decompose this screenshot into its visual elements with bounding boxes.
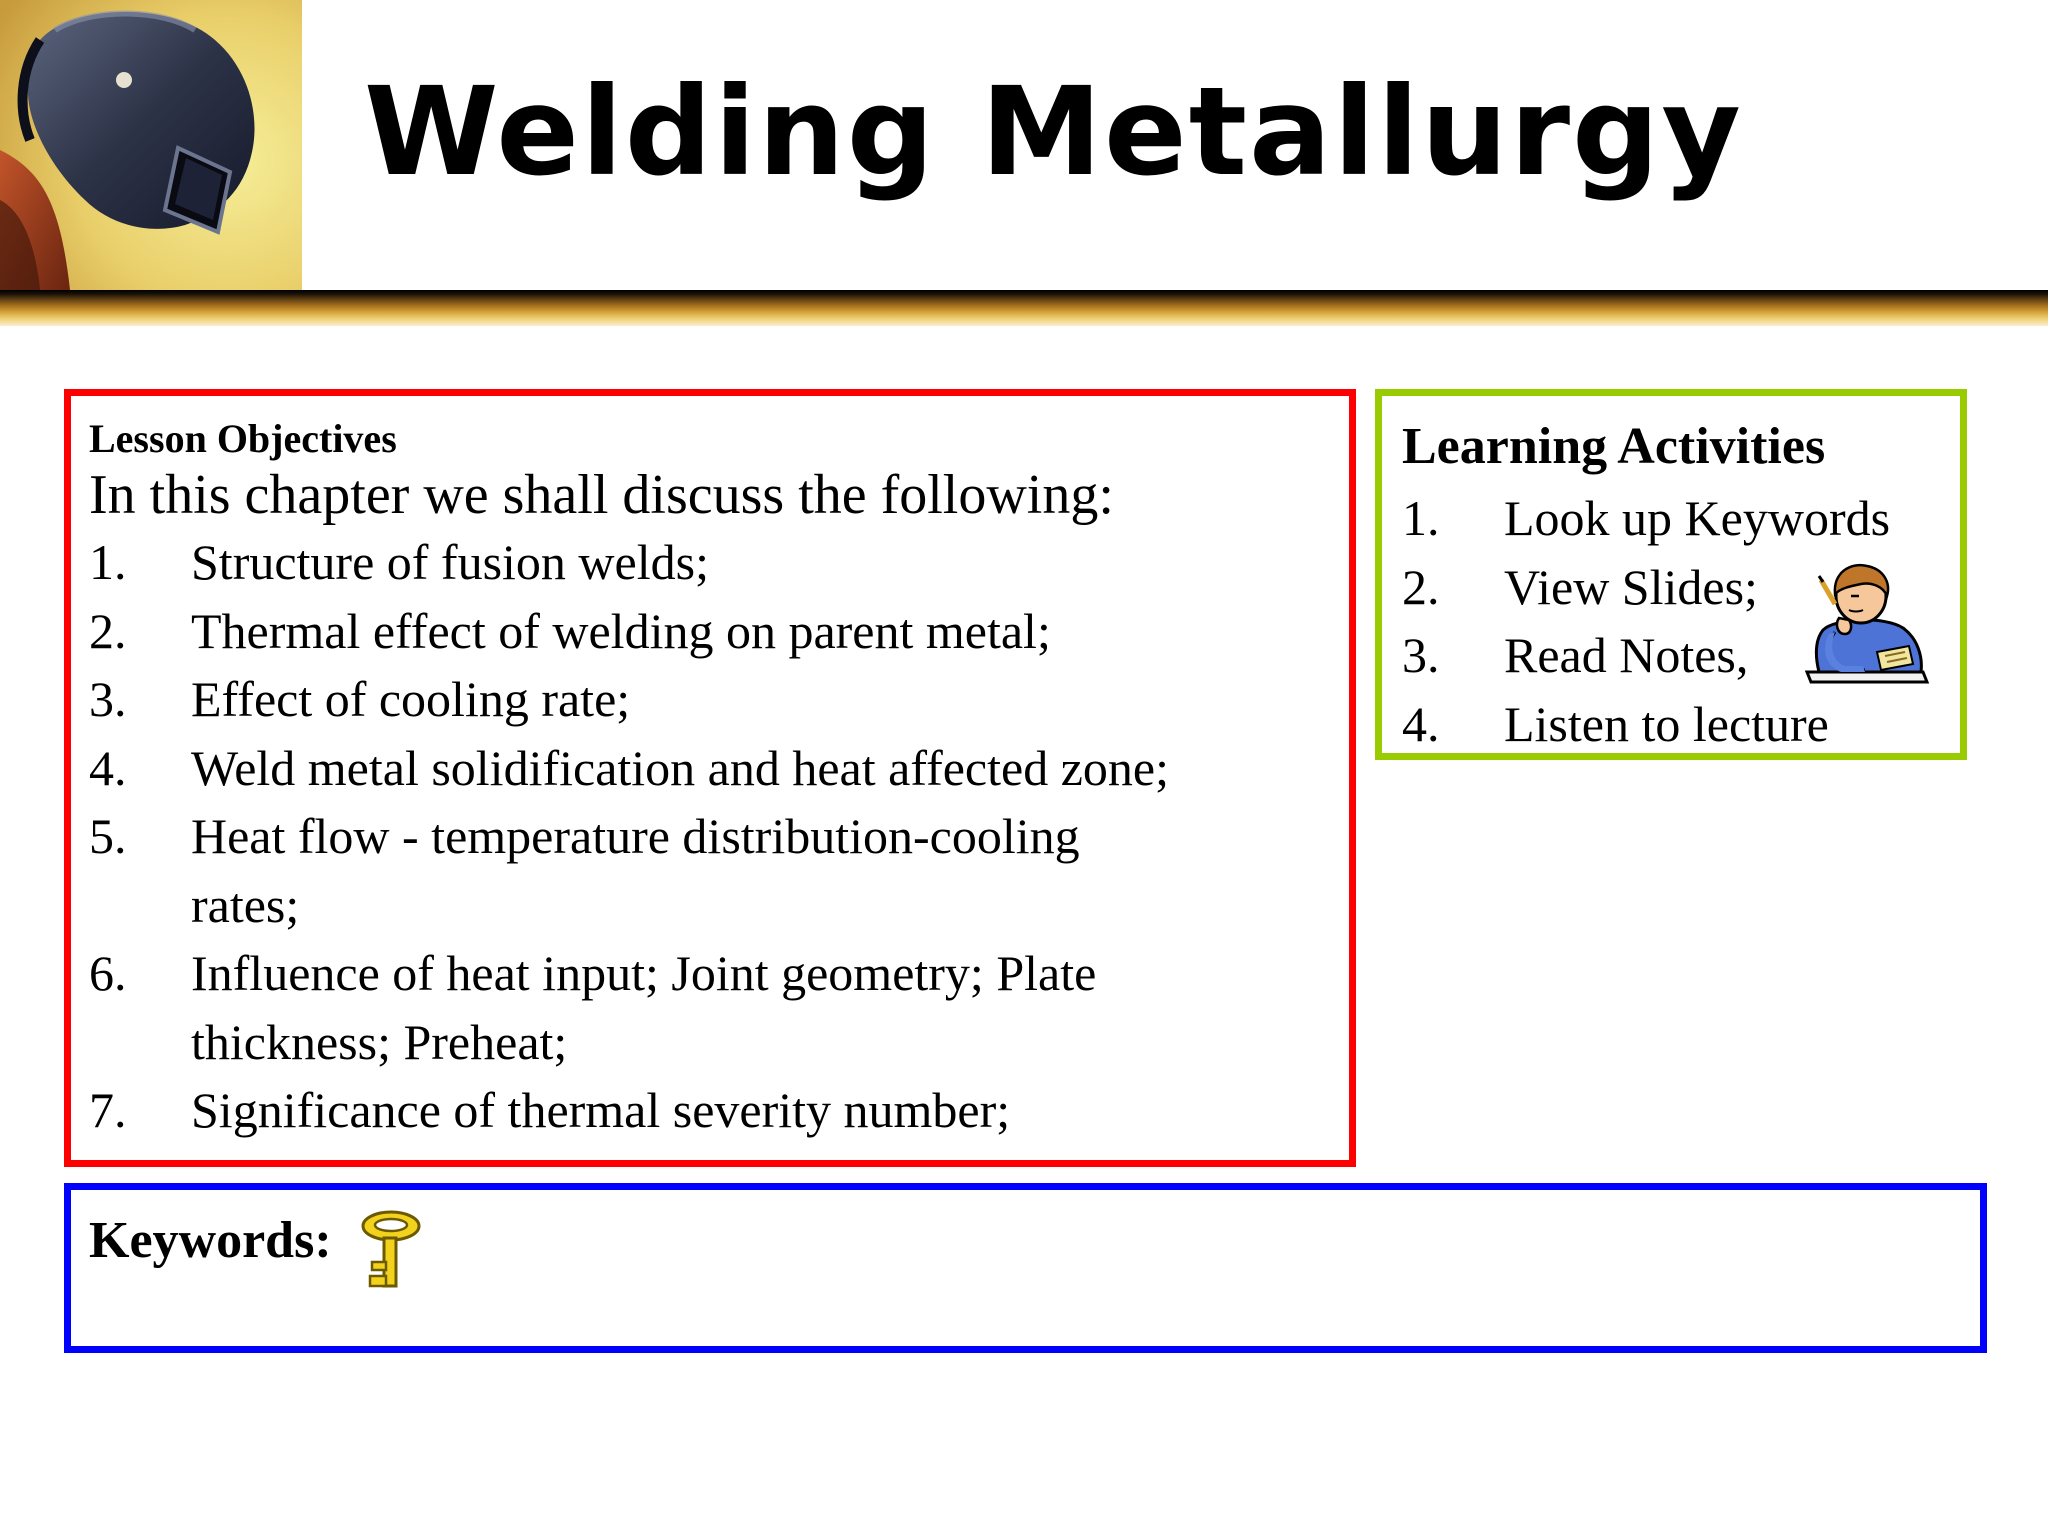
list-item-number: 1. (89, 534, 127, 590)
list-item-number: 4. (89, 739, 127, 796)
keywords-label: Keywords: (89, 1212, 332, 1269)
list-item-number: 1. (1402, 490, 1440, 546)
page-title: Welding Metallurgy (364, 61, 1743, 203)
list-item-text: Structure of fusion welds; (191, 534, 709, 590)
list-item (89, 939, 1331, 1076)
objectives-intro: In this chapter we shall discuss the following: (89, 464, 1114, 526)
list-item-text: Look up Keywords (1504, 490, 1891, 546)
list-item (89, 1076, 1331, 1145)
list-item-text: Significance of thermal severity number; (191, 1082, 1011, 1138)
thinking-student-icon (1805, 560, 1930, 692)
list-item (89, 665, 1331, 734)
objectives-list (89, 528, 1331, 1145)
list-item-text: View Slides; (1504, 558, 1758, 615)
list-item (89, 734, 1331, 803)
list-item-number: 4. (1402, 695, 1440, 752)
list-item-text: Weld metal solidification and heat affected zone; (191, 739, 1169, 796)
list-item-number: 3. (1402, 627, 1440, 683)
list-item-number: 3. (89, 671, 127, 727)
list-item-text: Read Notes, (1504, 627, 1749, 683)
list-item-text: Effect of cooling rate; (191, 671, 631, 727)
keywords-box (64, 1183, 1987, 1353)
list-item (1402, 484, 1950, 553)
list-item-text: Listen to lecture (1504, 695, 1829, 752)
title-divider (0, 290, 2048, 326)
list-item-number: 6. (89, 945, 127, 1001)
list-item (89, 597, 1331, 666)
key-icon (358, 1208, 424, 1294)
list-item-number: 5. (89, 808, 127, 864)
lesson-objectives-box (64, 389, 1356, 1167)
list-item (89, 802, 1331, 939)
objectives-heading: Lesson Objectives (89, 416, 397, 461)
list-item-number: 7. (89, 1082, 127, 1138)
activities-heading: Learning Activities (1402, 418, 1826, 475)
list-item-number: 2. (89, 602, 127, 659)
list-item-text: Heat flow - temperature distribution-cooling rates; (191, 808, 1080, 933)
list-item (1402, 690, 1950, 759)
list-item-text: Thermal effect of welding on parent metal; (191, 602, 1051, 659)
list-item-number: 2. (1402, 558, 1440, 615)
welder-helmet-icon (0, 0, 302, 290)
list-item (89, 528, 1331, 597)
list-item-text: Influence of heat input; Joint geometry; Plate thickness; Preheat; (191, 945, 1097, 1070)
keywords-row (89, 1210, 1962, 1294)
